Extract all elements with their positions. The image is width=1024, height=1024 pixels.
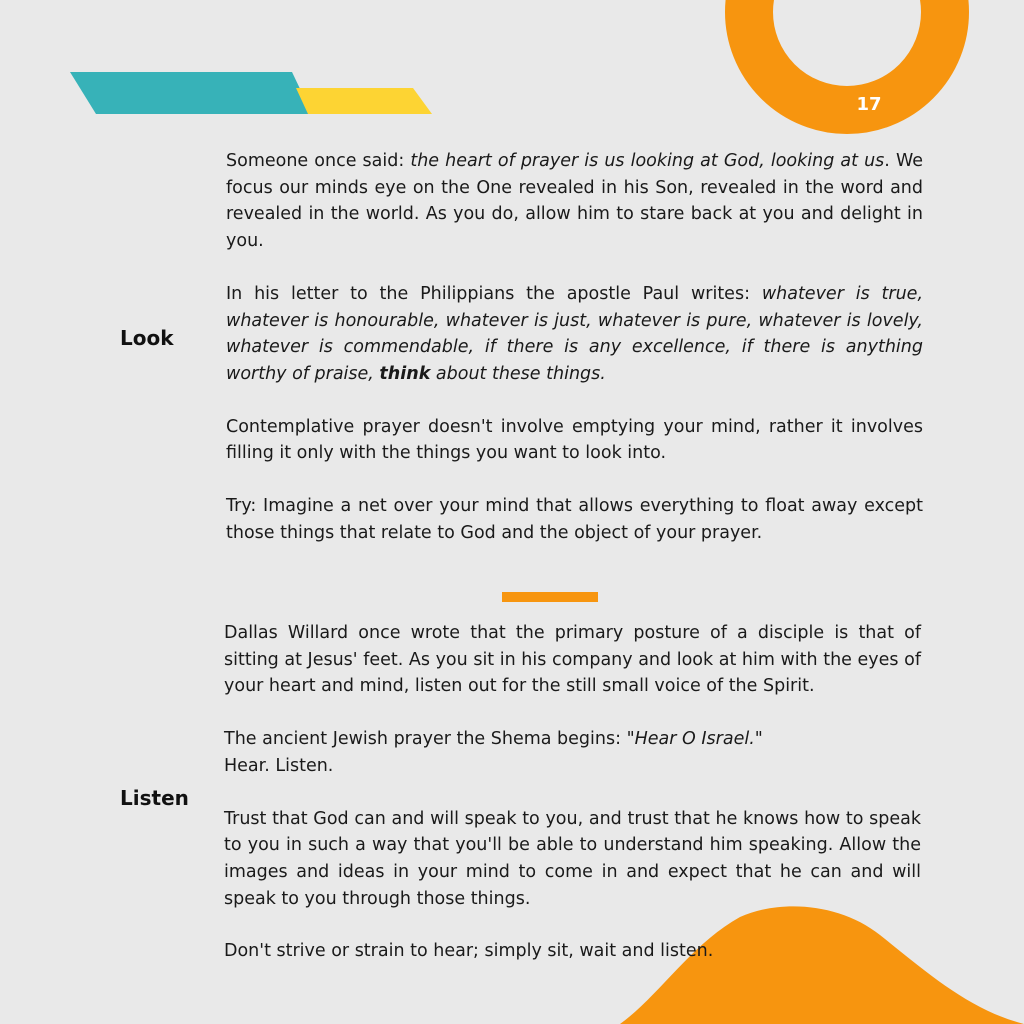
section-divider [502, 592, 598, 602]
teal-stripe [70, 72, 312, 114]
look-section-text [226, 148, 923, 546]
look-paragraph-2 [226, 281, 923, 388]
page-number: 17 [856, 94, 882, 115]
look-p2-intro: In his letter to the Philippians the apostle Paul writes: [226, 283, 762, 304]
look-paragraph-4: Try: Imagine a net over your mind that allows everything to float away except those things that relate to God and the object of your prayer. [226, 496, 923, 543]
look-label: Look [120, 326, 174, 350]
look-paragraph-3: Contemplative prayer doesn't involve emptying your mind, rather it involves filling it only with the things you want to look into. [226, 416, 923, 464]
listen-p2-close: " [754, 729, 763, 750]
listen-label: Listen [120, 786, 189, 810]
look-p1-rest: . We focus our minds eye on the One revealed in his Son, revealed in the word and revealed in the world. As you do, allow him to stare back at you and delight in you. [226, 151, 923, 252]
look-p1-intro: Someone once said: [226, 151, 411, 171]
look-p2-quote-a: whatever is true, whatever is honourable, whatever is just, whatever is pure, whatever is lovely, whatever is commendable, if there is any excellence, if there is anything worthy of praise, [226, 283, 924, 384]
look-p1-quote: the heart of prayer is us looking at God, looking at us [410, 151, 885, 171]
look-p2-emphasis: think [379, 363, 431, 384]
yellow-stripe [296, 88, 432, 114]
listen-p2-quote: Hear O Israel. [634, 729, 755, 750]
listen-p2-line2: Hear. Listen. [224, 755, 334, 776]
listen-section-text [224, 620, 921, 965]
stripe-decoration [70, 72, 435, 114]
listen-paragraph-1: Dallas Willard once wrote that the primary posture of a disciple is that of sitting at Jesus' feet. As you sit in his company and look at him with the eyes of your heart and mind, listen out for the still small voice of the Spirit. [224, 623, 921, 697]
listen-paragraph-2 [224, 726, 921, 779]
listen-paragraph-4: Don't strive or strain to hear; simply sit, wait and listen. [224, 941, 714, 962]
listen-p2-intro: The ancient Jewish prayer the Shema begins: " [224, 729, 635, 750]
look-p2-quote-b: about these things. [430, 363, 606, 384]
look-paragraph-1 [226, 148, 923, 255]
listen-paragraph-3: Trust that God can and will speak to you, and trust that he knows how to speak to you in such a way that you'll be able to understand him speaking. Allow the images and ideas in your mind to come in and expect that he can and will speak to you through those things. [224, 808, 921, 909]
